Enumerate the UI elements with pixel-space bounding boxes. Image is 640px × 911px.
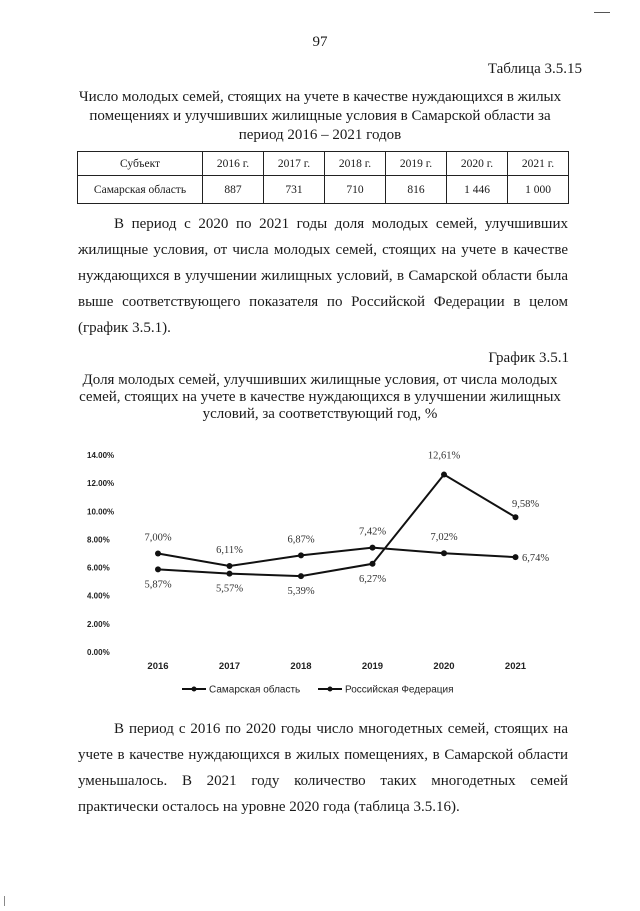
table-title: Число молодых семей, стоящих на учете в качестве нуждающихся в жилых помещениях и улучшивших жилищные условия в Самарской области за период 2016 – 2021 годов: [78, 89, 562, 143]
y-tick-label: 10.00%: [87, 507, 115, 517]
legend-label-russia: Российская Федерация: [345, 684, 454, 696]
table-cell: 1 446: [447, 176, 508, 204]
data-point: [441, 550, 447, 556]
data-point: [155, 566, 161, 572]
scan-mark: [4, 896, 15, 906]
y-tick-label: 4.00%: [87, 591, 110, 601]
data-point: [370, 561, 376, 567]
table-header-cell: 2019 г.: [386, 152, 447, 176]
chart-title: Доля молодых семей, улучшивших жилищные условия, от числа молодых семей, стоящих на учете в качестве нуждающихся в улучшении жилищных условий, за соответствующий год, %: [79, 372, 561, 422]
table-row: [78, 176, 569, 204]
data-point: [513, 554, 519, 560]
y-tick-label: 2.00%: [87, 619, 110, 629]
x-tick-label: 2017: [218, 661, 241, 672]
data-label: 7,42%: [358, 526, 387, 538]
x-tick-label: 2016: [147, 661, 169, 672]
data-label: 12,61%: [427, 450, 461, 462]
table-header-cell: 2020 г.: [447, 152, 508, 176]
y-tick-label: 0.00%: [87, 648, 110, 657]
paragraph-2: В период с 2016 по 2020 годы число многодетных семей, стоящих на учете в качестве нуждающихся в жилых помещениях, в Самарской области уменьшалось. В 2021 году количество таких многодетных семей практически осталось на уровне 2020 года (таблица 3.5.16).: [78, 721, 568, 815]
chart-caption: График 3.5.1: [488, 350, 569, 366]
data-table: [77, 151, 569, 204]
line-chart: [0, 440, 640, 710]
table-header-cell: 2016 г.: [203, 152, 264, 176]
y-tick-label: 14.00%: [87, 451, 115, 460]
legend-label-samara: Самарская область: [209, 684, 301, 696]
data-point: [298, 552, 304, 558]
data-label: 6,87%: [287, 534, 315, 546]
data-label: 9,58%: [511, 499, 540, 511]
data-point: [227, 563, 233, 569]
paragraph-1: В период с 2020 по 2021 годы доля молодых семей, улучшивших жилищные условия, от числа молодых семей, стоящих на учете в качестве нуждающихся в улучшении жилищных условий, в Самарской области была выше соответствующего показателя по Российской Федерации в целом (график 3.5.1).: [78, 216, 568, 336]
data-point: [370, 545, 376, 551]
data-label: 7,02%: [430, 532, 458, 544]
legend-marker-russia: [328, 687, 333, 692]
table-header-cell: 2018 г.: [325, 152, 386, 176]
y-tick-label: 6.00%: [87, 563, 110, 573]
data-label: 5,87%: [144, 579, 172, 591]
data-point: [155, 551, 161, 557]
table-cell: 731: [264, 176, 325, 204]
data-point: [513, 514, 519, 520]
table-header-cell: 2021 г.: [508, 152, 569, 176]
series-line-samara: [158, 475, 516, 577]
scan-mark: [594, 12, 610, 13]
x-tick-label: 2020: [433, 661, 455, 672]
data-point: [441, 472, 447, 478]
table-cell: 887: [203, 176, 264, 204]
page-number: 97: [312, 34, 328, 50]
series-line-russia: [158, 548, 516, 566]
table-caption: Таблица 3.5.15: [487, 61, 582, 77]
data-label: 7,00%: [144, 532, 172, 544]
table-header-cell: 2017 г.: [264, 152, 325, 176]
table-header-row: [78, 152, 569, 176]
table-cell: 1 000: [508, 176, 569, 204]
table-header-cell: Субъект: [78, 152, 203, 176]
x-tick-label: 2019: [361, 661, 384, 672]
data-label: 5,39%: [287, 586, 315, 598]
table-cell: Самарская область: [78, 176, 203, 204]
x-tick-label: 2021: [504, 661, 527, 672]
table-cell: 710: [325, 176, 386, 204]
y-tick-label: 8.00%: [87, 535, 110, 545]
x-tick-label: 2018: [290, 661, 312, 672]
data-point: [227, 571, 233, 577]
data-label: 6,27%: [358, 573, 387, 585]
data-label: 5,57%: [215, 583, 244, 595]
table-cell: 816: [386, 176, 447, 204]
legend-marker-samara: [192, 687, 197, 692]
data-point: [298, 573, 304, 579]
data-label: 6,74%: [521, 553, 550, 565]
data-label: 6,11%: [216, 545, 243, 557]
y-tick-label: 12.00%: [87, 479, 115, 489]
